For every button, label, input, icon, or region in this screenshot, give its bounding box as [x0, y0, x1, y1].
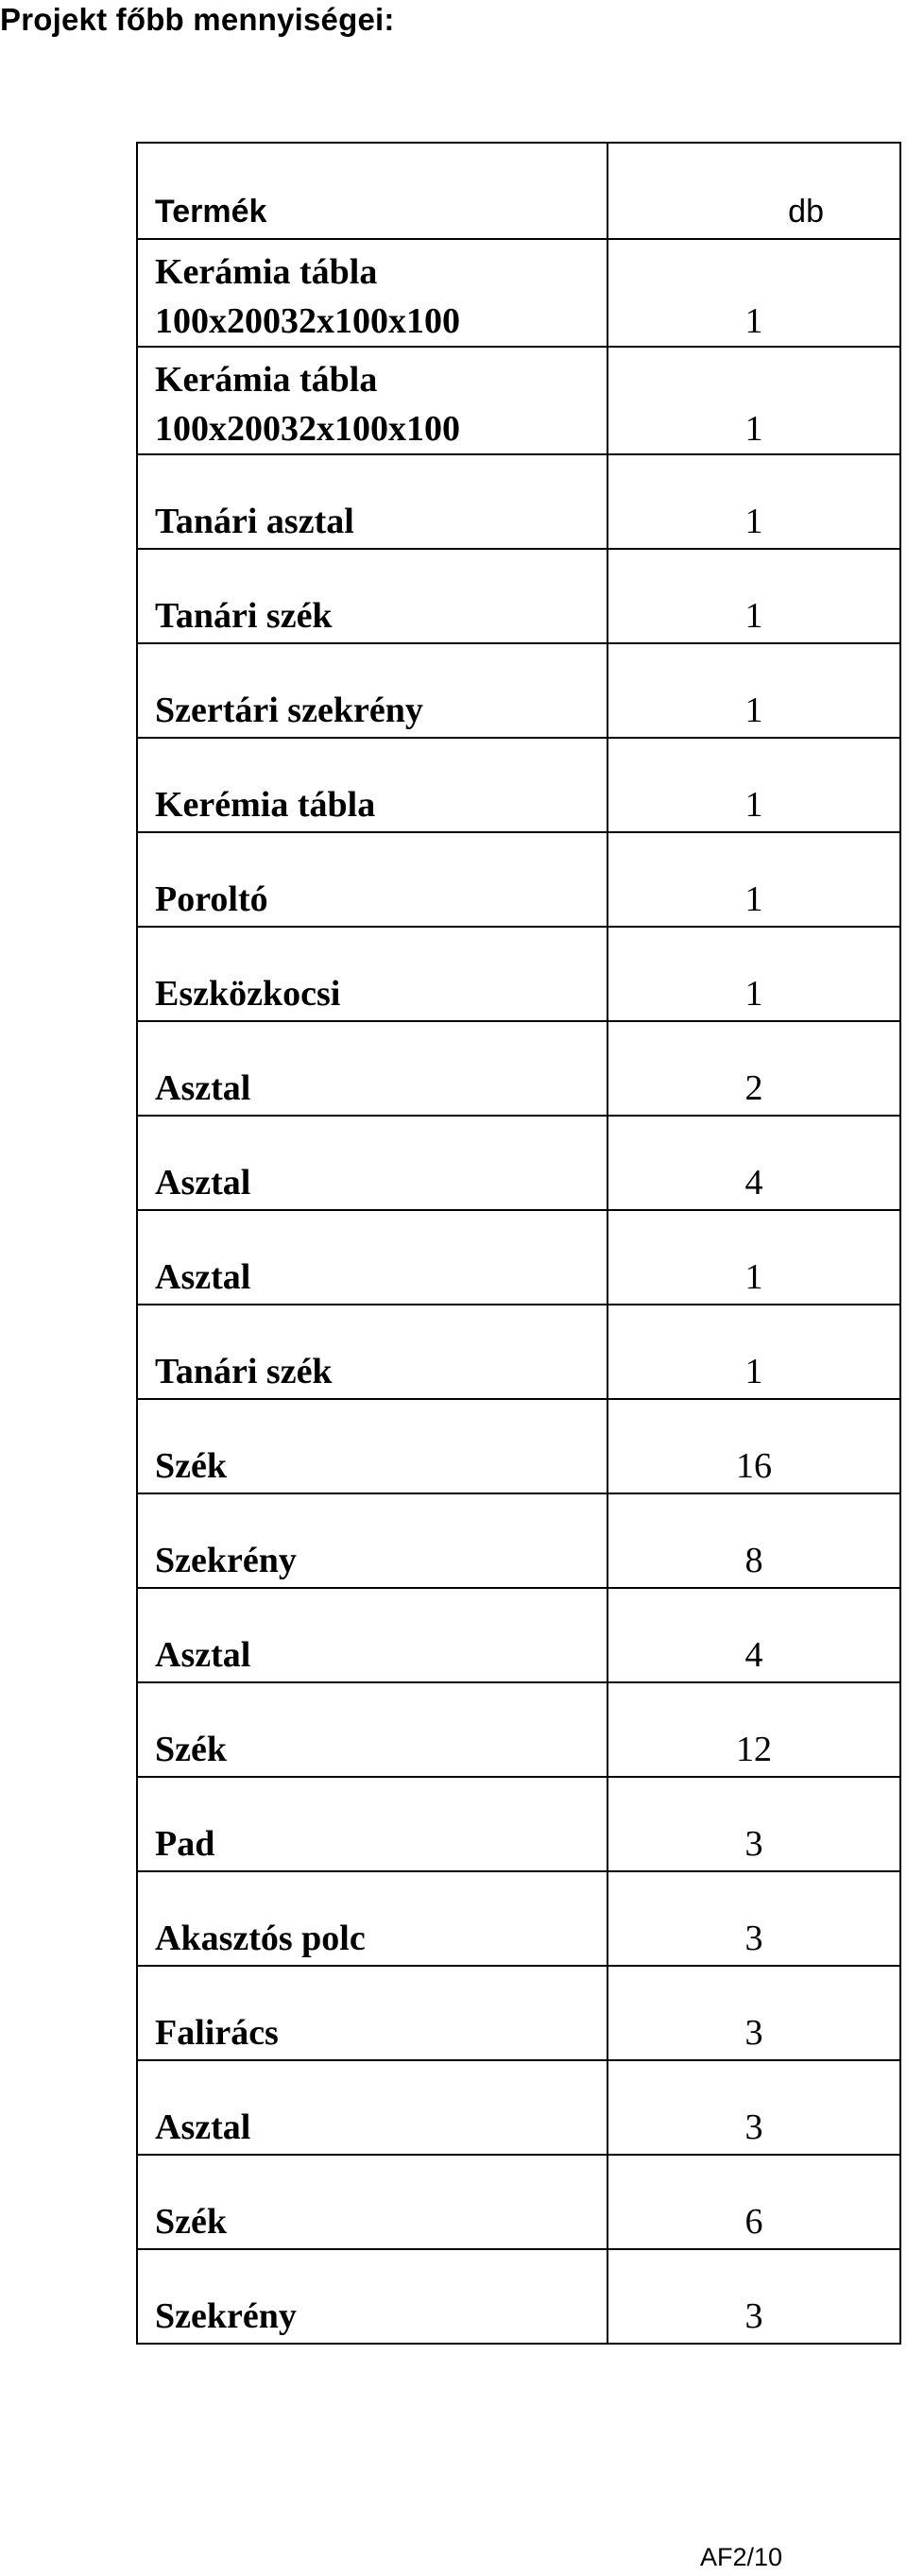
- table-header-row: [137, 143, 900, 239]
- product-qty: 16: [608, 1399, 900, 1493]
- product-name: Akasztós polc: [137, 1871, 608, 1966]
- product-qty: 3: [608, 2060, 900, 2155]
- table-row: [137, 347, 900, 454]
- product-name: Szék: [137, 2155, 608, 2249]
- table-row: [137, 1682, 900, 1777]
- table-row: [137, 2060, 900, 2155]
- product-qty: 4: [608, 1116, 900, 1210]
- table-row: [137, 549, 900, 643]
- page-title: Projekt főbb mennyiségei:: [0, 2, 395, 37]
- table-row: [137, 239, 900, 347]
- quantities-table: [136, 142, 901, 2345]
- table-row: [137, 454, 900, 549]
- product-name-line: 100x20032x100x100: [155, 409, 460, 449]
- table-row: [137, 1021, 900, 1116]
- product-qty: 1: [608, 1210, 900, 1305]
- product-qty: 6: [608, 2155, 900, 2249]
- product-qty: 1: [608, 347, 900, 454]
- product-name: [137, 347, 608, 454]
- product-name: Tanári szék: [137, 549, 608, 643]
- table-row: [137, 1399, 900, 1493]
- product-qty: 4: [608, 1588, 900, 1682]
- table-row: [137, 1116, 900, 1210]
- product-name: [137, 239, 608, 347]
- product-qty: 8: [608, 1493, 900, 1588]
- product-qty: 1: [608, 1305, 900, 1399]
- product-qty: 3: [608, 1871, 900, 1966]
- product-name: Eszközkocsi: [137, 927, 608, 1021]
- product-name-line: 100x20032x100x100: [155, 301, 460, 341]
- table-row: [137, 2155, 900, 2249]
- table-row: [137, 738, 900, 832]
- page-number: AF2/10: [699, 2543, 782, 2571]
- table-row: [137, 1305, 900, 1399]
- product-name: Asztal: [137, 2060, 608, 2155]
- table-row: [137, 1493, 900, 1588]
- product-qty: 2: [608, 1021, 900, 1116]
- table-row: [137, 1777, 900, 1871]
- product-name: Szék: [137, 1682, 608, 1777]
- table-row: [137, 1210, 900, 1305]
- product-name: Tanári asztal: [137, 454, 608, 549]
- table-row: [137, 643, 900, 738]
- product-name: Asztal: [137, 1116, 608, 1210]
- table-row: [137, 1588, 900, 1682]
- table-row: [137, 2249, 900, 2344]
- product-name: Asztal: [137, 1210, 608, 1305]
- product-qty: 1: [608, 927, 900, 1021]
- product-name-line: Kerámia tábla: [155, 360, 378, 400]
- product-name: Kerémia tábla: [137, 738, 608, 832]
- product-qty: 1: [608, 549, 900, 643]
- product-qty: 3: [608, 2249, 900, 2344]
- product-qty: 1: [608, 454, 900, 549]
- product-qty: 3: [608, 1777, 900, 1871]
- product-name: Asztal: [137, 1021, 608, 1116]
- product-qty: 12: [608, 1682, 900, 1777]
- product-name: Poroltó: [137, 832, 608, 927]
- product-name: Szék: [137, 1399, 608, 1493]
- product-qty: 3: [608, 1966, 900, 2060]
- table-row: [137, 832, 900, 927]
- product-name: Pad: [137, 1777, 608, 1871]
- product-qty: 1: [608, 239, 900, 347]
- header-qty: db: [608, 143, 900, 239]
- header-product: Termék: [137, 143, 608, 239]
- product-name: Szekrény: [137, 1493, 608, 1588]
- product-name: Szekrény: [137, 2249, 608, 2344]
- table-row: [137, 1966, 900, 2060]
- product-name: Szertári szekrény: [137, 643, 608, 738]
- product-name-line: Kerámia tábla: [155, 252, 378, 292]
- product-name: Asztal: [137, 1588, 608, 1682]
- product-name: Falirács: [137, 1966, 608, 2060]
- table-row: [137, 927, 900, 1021]
- product-qty: 1: [608, 832, 900, 927]
- table-row: [137, 1871, 900, 1966]
- product-name: Tanári szék: [137, 1305, 608, 1399]
- product-qty: 1: [608, 643, 900, 738]
- product-qty: 1: [608, 738, 900, 832]
